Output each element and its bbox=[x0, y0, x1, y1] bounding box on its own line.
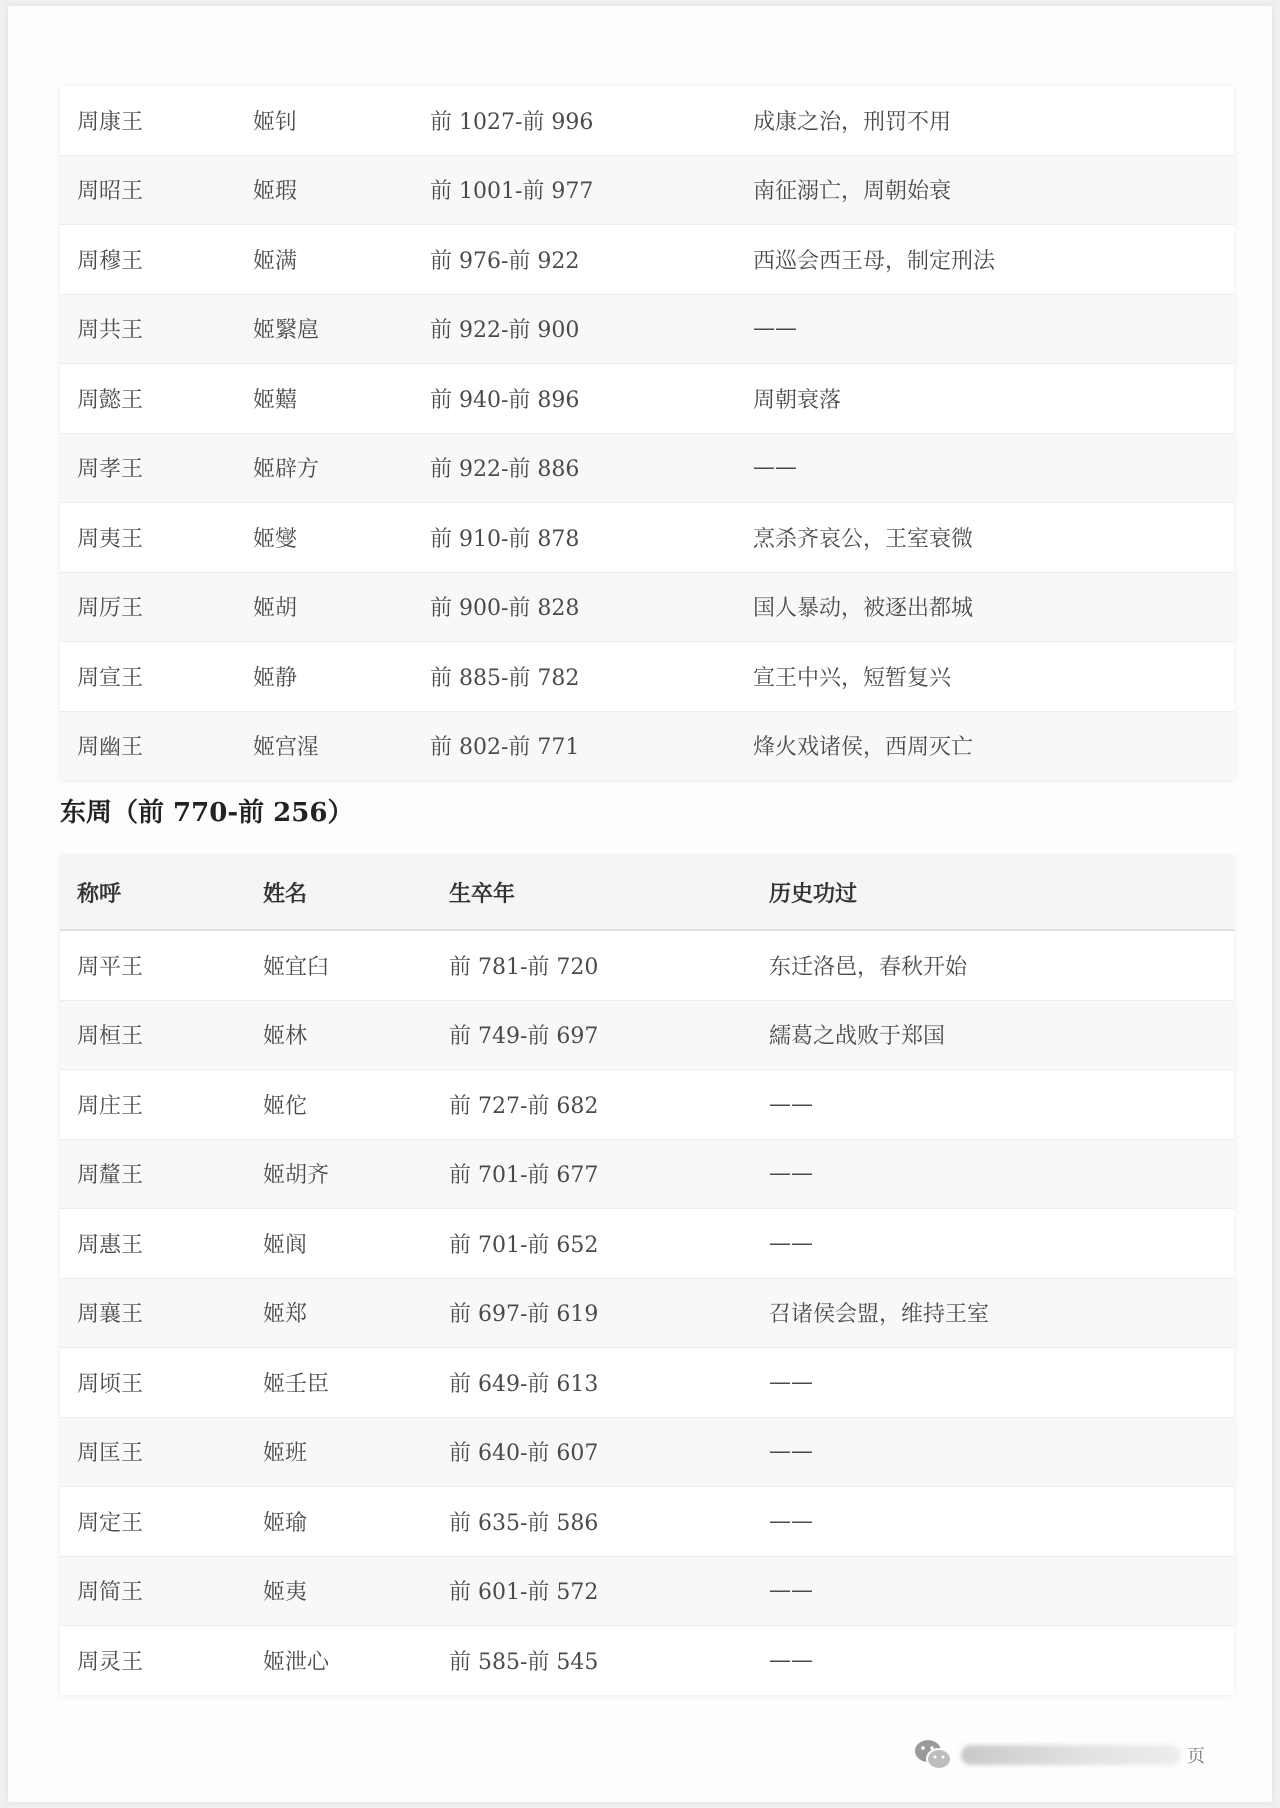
cell-name: 姬胡 bbox=[253, 596, 298, 622]
column-header-name: 姓名 bbox=[263, 880, 308, 907]
cell-title: 周桓王 bbox=[77, 1024, 144, 1050]
column-header-deeds: 历史功过 bbox=[769, 880, 858, 907]
cell-deeds: 烽火戏诸侯，西周灭亡 bbox=[753, 735, 974, 761]
cell-name: 姬阆 bbox=[263, 1232, 308, 1258]
cell-title: 周襄王 bbox=[77, 1302, 144, 1328]
cell-deeds: 周朝衰落 bbox=[753, 387, 842, 413]
table-header-row bbox=[60, 855, 1234, 931]
cell-title: 周匡王 bbox=[77, 1441, 144, 1467]
cell-title: 周平王 bbox=[77, 954, 144, 980]
cell-title: 周宣王 bbox=[77, 665, 144, 691]
table-row bbox=[60, 295, 1234, 365]
cell-deeds: —— bbox=[769, 1161, 813, 1187]
cell-deeds: —— bbox=[769, 1508, 813, 1534]
table-row bbox=[60, 434, 1234, 504]
cell-years: 前 601-前 572 bbox=[449, 1580, 599, 1606]
cell-years: 前 701-前 652 bbox=[449, 1232, 599, 1258]
cell-deeds: 宣王中兴，短暂复兴 bbox=[753, 665, 952, 691]
west-zhou-table bbox=[60, 86, 1234, 780]
cell-title: 周惠王 bbox=[77, 1232, 144, 1258]
cell-years: 前 781-前 720 bbox=[449, 954, 599, 980]
cell-deeds: 召诸侯会盟，维持王室 bbox=[769, 1302, 990, 1328]
cell-title: 周昭王 bbox=[77, 179, 144, 205]
cell-title: 周共王 bbox=[77, 318, 144, 344]
page-mark: 页 bbox=[1187, 1746, 1205, 1767]
cell-deeds: —— bbox=[769, 1647, 813, 1673]
cell-deeds: —— bbox=[769, 1369, 813, 1395]
cell-years: 前 802-前 771 bbox=[430, 735, 580, 761]
cell-name: 姬佗 bbox=[263, 1093, 308, 1119]
table-row bbox=[60, 1487, 1234, 1557]
cell-years: 前 727-前 682 bbox=[449, 1093, 599, 1119]
cell-title: 周穆王 bbox=[77, 248, 144, 274]
cell-title: 周夷王 bbox=[77, 526, 144, 552]
cell-deeds: —— bbox=[769, 1230, 813, 1256]
table-row bbox=[60, 364, 1234, 434]
cell-deeds: —— bbox=[769, 1091, 813, 1117]
table-row bbox=[60, 1279, 1234, 1349]
cell-name: 姬辟方 bbox=[253, 457, 320, 483]
cell-name: 姬夷 bbox=[263, 1580, 308, 1606]
table-row bbox=[60, 225, 1234, 295]
table-row bbox=[60, 1626, 1234, 1695]
cell-deeds: 国人暴动，被逐出都城 bbox=[753, 596, 974, 622]
column-header-title: 称呼 bbox=[77, 880, 122, 907]
table-row bbox=[60, 1001, 1234, 1071]
cell-years: 前 585-前 545 bbox=[449, 1649, 599, 1675]
watermark-footer bbox=[913, 1732, 1253, 1778]
table-row bbox=[60, 1418, 1234, 1488]
cell-title: 周简王 bbox=[77, 1580, 144, 1606]
table-row bbox=[60, 712, 1234, 781]
cell-years: 前 640-前 607 bbox=[449, 1441, 599, 1467]
cell-title: 周定王 bbox=[77, 1510, 144, 1536]
cell-deeds: 南征溺亡，周朝始衰 bbox=[753, 179, 952, 205]
table-row bbox=[60, 1070, 1234, 1140]
table-row bbox=[60, 1209, 1234, 1279]
cell-name: 姬满 bbox=[253, 248, 298, 274]
cell-deeds: 成康之治，刑罚不用 bbox=[753, 109, 952, 135]
cell-name: 姬燮 bbox=[253, 526, 298, 552]
cell-name: 姬林 bbox=[263, 1024, 308, 1050]
cell-years: 前 900-前 828 bbox=[430, 596, 580, 622]
cell-years: 前 922-前 886 bbox=[430, 457, 580, 483]
blurred-account-name bbox=[961, 1745, 1181, 1765]
cell-name: 姬郑 bbox=[263, 1302, 308, 1328]
cell-name: 姬壬臣 bbox=[263, 1371, 330, 1397]
cell-deeds: —— bbox=[769, 1439, 813, 1465]
cell-deeds: 西巡会西王母，制定刑法 bbox=[753, 248, 996, 274]
cell-years: 前 635-前 586 bbox=[449, 1510, 599, 1536]
cell-name: 姬静 bbox=[253, 665, 298, 691]
table-row bbox=[60, 642, 1234, 712]
cell-title: 周釐王 bbox=[77, 1163, 144, 1189]
cell-deeds: 烹杀齐哀公，王室衰微 bbox=[753, 526, 974, 552]
cell-title: 周幽王 bbox=[77, 735, 144, 761]
cell-title: 周懿王 bbox=[77, 387, 144, 413]
cell-title: 周康王 bbox=[77, 109, 144, 135]
cell-title: 周顷王 bbox=[77, 1371, 144, 1397]
section-title-east-zhou: 东周（前 770-前 256） bbox=[60, 798, 354, 828]
cell-title: 周灵王 bbox=[77, 1649, 144, 1675]
table-row bbox=[60, 1348, 1234, 1418]
cell-deeds: —— bbox=[769, 1578, 813, 1604]
cell-name: 姬泄心 bbox=[263, 1649, 330, 1675]
cell-years: 前 649-前 613 bbox=[449, 1371, 599, 1397]
wechat-icon bbox=[913, 1738, 953, 1772]
cell-title: 周厉王 bbox=[77, 596, 144, 622]
cell-title: 周庄王 bbox=[77, 1093, 144, 1119]
cell-years: 前 1027-前 996 bbox=[430, 109, 594, 135]
cell-name: 姬宜臼 bbox=[263, 954, 330, 980]
cell-name: 姬瑕 bbox=[253, 179, 298, 205]
column-header-years: 生卒年 bbox=[449, 880, 516, 907]
table-row bbox=[60, 931, 1234, 1001]
cell-deeds: 东迁洛邑，春秋开始 bbox=[769, 954, 968, 980]
cell-years: 前 910-前 878 bbox=[430, 526, 580, 552]
cell-years: 前 1001-前 977 bbox=[430, 179, 594, 205]
cell-years: 前 976-前 922 bbox=[430, 248, 580, 274]
table-row bbox=[60, 86, 1234, 156]
document-page bbox=[8, 6, 1272, 1802]
table-row bbox=[60, 1140, 1234, 1210]
cell-years: 前 697-前 619 bbox=[449, 1302, 599, 1328]
cell-years: 前 701-前 677 bbox=[449, 1163, 599, 1189]
cell-years: 前 922-前 900 bbox=[430, 318, 580, 344]
cell-deeds: —— bbox=[753, 455, 797, 481]
east-zhou-table bbox=[60, 855, 1234, 1695]
cell-name: 姬钊 bbox=[253, 109, 298, 135]
cell-name: 姬宫湦 bbox=[253, 735, 320, 761]
cell-name: 姬班 bbox=[263, 1441, 308, 1467]
cell-deeds: 繻葛之战败于郑国 bbox=[769, 1024, 946, 1050]
cell-name: 姬胡齐 bbox=[263, 1163, 330, 1189]
table-row bbox=[60, 1557, 1234, 1627]
cell-title: 周孝王 bbox=[77, 457, 144, 483]
table-row bbox=[60, 503, 1234, 573]
cell-name: 姬囏 bbox=[253, 387, 298, 413]
table-row bbox=[60, 573, 1234, 643]
cell-name: 姬繄扈 bbox=[253, 318, 320, 344]
cell-deeds: —— bbox=[753, 316, 797, 342]
table-row bbox=[60, 156, 1234, 226]
cell-years: 前 940-前 896 bbox=[430, 387, 580, 413]
cell-name: 姬瑜 bbox=[263, 1510, 308, 1536]
cell-years: 前 885-前 782 bbox=[430, 665, 580, 691]
cell-years: 前 749-前 697 bbox=[449, 1024, 599, 1050]
